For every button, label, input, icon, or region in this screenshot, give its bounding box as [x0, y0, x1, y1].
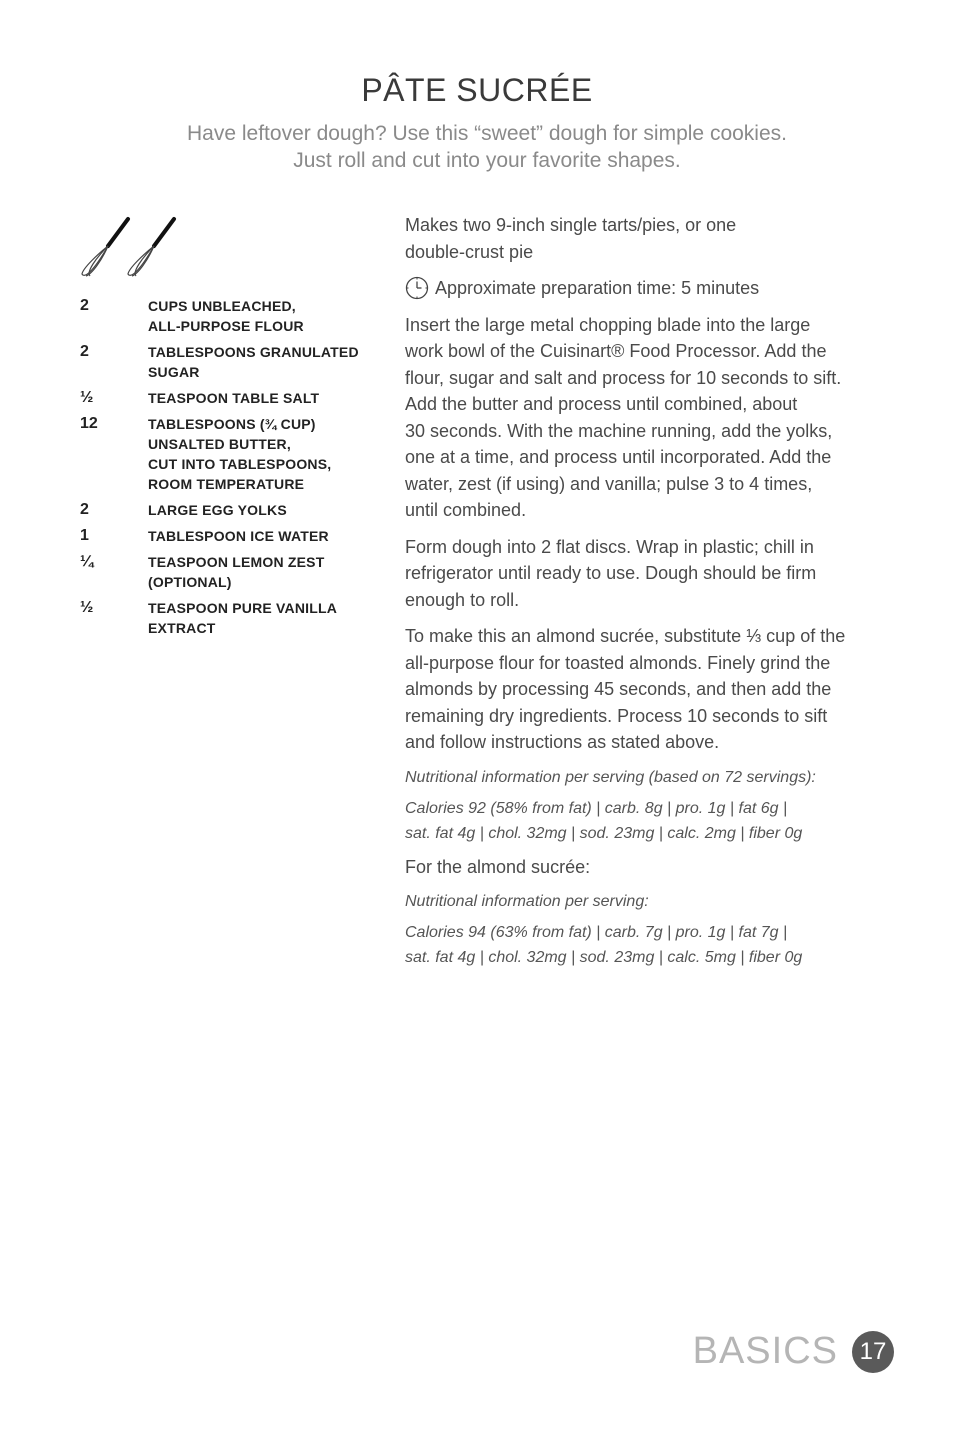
yield-text [405, 212, 890, 265]
ingredient-item [80, 388, 380, 408]
whisk-icon [78, 216, 178, 280]
ingredient-desc-line: ROOM TEMPERATURE [148, 476, 305, 492]
ingredient-desc-line: TEASPOON LEMON ZEST [148, 554, 325, 570]
ingredient-desc [148, 296, 378, 336]
method-line: enough to roll. [405, 589, 520, 610]
almond-label: For the almond sucrée: [405, 856, 591, 877]
nutrition-line: sat. fat 4g | chol. 32mg | sod. 23mg | calc. 2mg | fiber 0g [405, 824, 803, 842]
method-line: Insert the large metal chopping blade into the large [405, 314, 811, 335]
section-name: BASICS [692, 1330, 838, 1372]
subtitle [0, 120, 954, 174]
ingredient-desc-line: LARGE EGG YOLKS [148, 502, 287, 518]
clock-icon [405, 276, 429, 300]
ingredient-qty: ½ [80, 389, 94, 406]
prep-time-text: Approximate preparation time: 5 minutes [435, 278, 760, 298]
ingredient-desc-line: TABLESPOONS GRANULATED [148, 344, 359, 360]
method-line: and follow instructions as stated above. [405, 732, 720, 752]
ingredient-desc-line: TABLESPOON ICE WATER [148, 528, 329, 544]
method-column [405, 212, 890, 978]
ingredient-desc [148, 388, 378, 408]
ingredient-item [80, 526, 380, 546]
method-line: one at a time, and process until incorporated. Add the [405, 447, 832, 467]
yield-line: double-crust pie [405, 241, 534, 262]
ingredient-qty: 2 [80, 297, 89, 314]
ingredient-qty: 12 [80, 415, 98, 432]
subtitle-line: Have leftover dough? Use this “sweet” dough for simple cookies. [187, 122, 787, 145]
ingredient-desc-line: UNSALTED BUTTER, [148, 436, 291, 452]
ingredient-item [80, 552, 380, 592]
method-step [405, 623, 890, 756]
ingredient-desc [148, 414, 378, 494]
ingredient-desc-line: EXTRACT [148, 620, 216, 636]
page-footer [693, 1330, 894, 1373]
ingredient-desc [148, 526, 378, 546]
ingredient-desc [148, 342, 378, 382]
ingredient-qty: 2 [80, 343, 89, 360]
ingredient-desc-line: TEASPOON PURE VANILLA [148, 600, 338, 616]
method-step [405, 534, 890, 614]
prep-time [405, 275, 890, 302]
ingredient-qty: ½ [80, 599, 94, 616]
nutrition-line: Calories 92 (58% from fat) | carb. 8g | pro. 1g | fat 6g | [405, 799, 788, 817]
page-number: 17 [852, 1331, 894, 1373]
ingredient-qty: ¼ [80, 553, 94, 570]
nutrition-line: sat. fat 4g | chol. 32mg | sod. 23mg | calc. 5mg | fiber 0g [405, 949, 803, 966]
method-line: all-purpose flour for toasted almonds. Finely grind the [405, 652, 831, 673]
method-line: 30 seconds. With the machine running, add the yolks, [405, 420, 833, 441]
method-line: refrigerator until ready to use. Dough should be firm [405, 563, 817, 583]
ingredient-desc [148, 500, 378, 520]
method-line: work bowl of the Cuisinart® Food Processor. Add the [405, 341, 827, 361]
ingredient-item [80, 598, 380, 638]
ingredient-desc [148, 552, 378, 592]
page-title: PÂTE SUCRÉE [361, 72, 593, 108]
nutrition-heading: Nutritional information per serving (based on 72 servings): [405, 768, 816, 786]
method-line: Add the butter and process until combined, about [405, 394, 798, 414]
ingredient-list [80, 296, 380, 644]
method-step [405, 312, 890, 524]
ingredient-desc [148, 598, 378, 638]
method-line: almonds by processing 45 seconds, and then add the [405, 679, 832, 699]
ingredient-qty: 2 [80, 501, 89, 518]
nutrition-heading: Nutritional information per serving: [405, 893, 649, 910]
ingredient-item [80, 296, 380, 336]
method-line: remaining dry ingredients. Process 10 seconds to sift [405, 705, 828, 726]
yield-line: Makes two 9-inch single tarts/pies, or one [405, 215, 737, 235]
ingredient-item [80, 414, 380, 494]
method-line: until combined. [405, 500, 527, 520]
ingredient-desc-line: (OPTIONAL) [148, 574, 232, 590]
nutrition-line: Calories 94 (63% from fat) | carb. 7g | pro. 1g | fat 7g | [405, 924, 788, 941]
method-line: Form dough into 2 flat discs. Wrap in plastic; chill in [405, 536, 814, 557]
ingredient-desc-line: TABLESPOONS (¾ CUP) [148, 416, 316, 432]
ingredient-desc-line: TEASPOON TABLE SALT [148, 390, 320, 406]
ingredient-item [80, 500, 380, 520]
ingredient-desc-line: CUT INTO TABLESPOONS, [148, 456, 332, 472]
ingredient-desc-line: CUPS UNBLEACHED, [148, 298, 296, 314]
difficulty-whisks [78, 216, 178, 280]
method-steps [405, 312, 890, 756]
ingredient-qty: 1 [80, 527, 89, 544]
ingredient-desc-line: ALL-PURPOSE FLOUR [148, 318, 304, 334]
nutrition-info [405, 796, 890, 846]
ingredient-item [80, 342, 380, 382]
ingredient-desc-line: SUGAR [148, 364, 200, 380]
method-line: flour, sugar and salt and process for 10 seconds to sift. [405, 367, 842, 388]
nutrition-info [405, 920, 890, 970]
method-line: To make this an almond sucrée, substitute ⅓ cup of the [405, 626, 846, 646]
method-line: water, zest (if using) and vanilla; pulse 3 to 4 times, [405, 473, 813, 494]
subtitle-line: Just roll and cut into your favorite shapes. [293, 149, 681, 172]
